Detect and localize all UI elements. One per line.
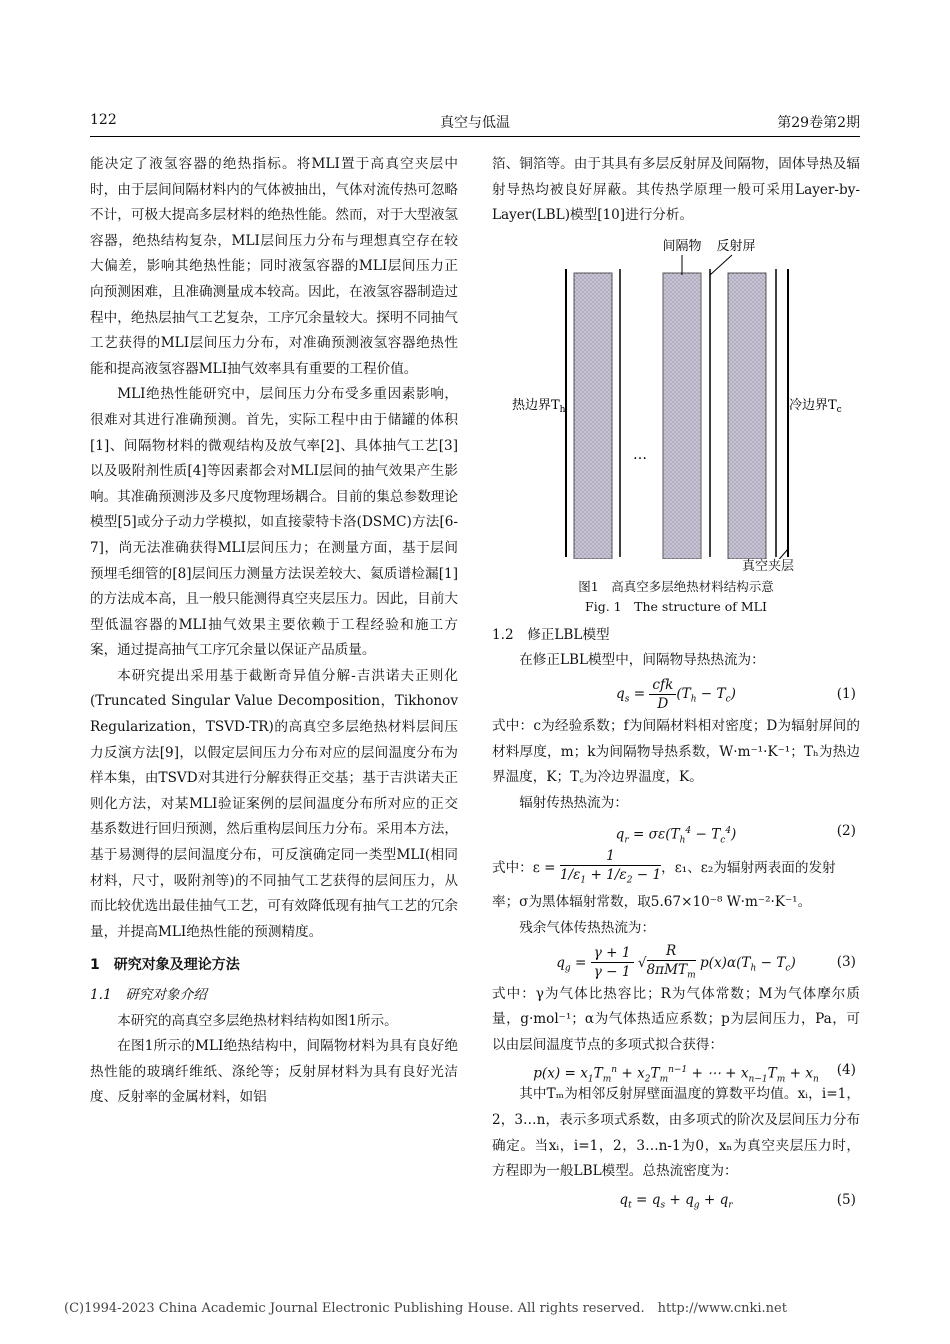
spacer-layer	[574, 273, 612, 559]
paragraph: 式中：ε = $\frac{1}{1/\varepsilon_1 + 1/\varepsilon_2 - 1}$ ，ε₁、ε₂为辐射两表面的发射	[492, 848, 836, 887]
header-rule	[90, 136, 860, 137]
paragraph: 本研究提出采用基于截断奇异值分解-吉洪诺夫正则化(Truncated Singular Value Decomposition，Tikhonov Regularization，TSVD-TR)的高真空多层绝热材料层间压力反演方法[9]，以假定层间压力分布对应的层间温度分布为样本集，由TSVD对其进行分解获得正交基；基于吉洪诺夫正则化方法，对某MLI验证案例的层间温度分布所对应的正交基系数进行回归预测，然后重构层间压力分布。采用本方法，基于易测得的层间温度分布，可反演确定同一类型MLI(相同材料，尺寸，吸附剂等)的不同抽气工艺获得的层间压力，从而比较优选出最佳抽气工艺，可有效降低现有抽气工艺的冗余量，并提高MLI绝热性能的预测精度。	[90, 667, 458, 940]
vacuum-label: 真空夹层	[742, 558, 795, 574]
right-column	[492, 152, 860, 1215]
equation-1: $q_s$ = $\frac{\text{cfk}}{D}$ $(T_h - T_c)$ (1)	[616, 676, 856, 712]
hot-boundary-label: 热边界$T_h$	[512, 397, 566, 415]
figure-caption-en: Fig. 1 The structure of MLI	[585, 598, 767, 614]
equation-3: $q_g$ = $\frac{\gamma + 1}{\gamma - 1}$ √ $\frac{R}{8\pi MT_m}$ $p(x)\alpha(T_h - T_c)$ (3)	[556, 942, 856, 981]
paragraph: MLI绝热性能研究中，层间压力分布受多重因素影响，很难对其进行准确预测。首先，实际工程中由于储罐的体积[1]、间隔物材料的微观结构及放气率[2]、具体抽气工艺[3]以及吸附剂性质[4]等因素都会对MLI层间的抽气效果产生影响。其准确预测涉及多尺度物理场耦合。目前的集总参数理论模型[5]或分子动力学模拟，如直接蒙特卡洛(DSMC)方法[6-7]，尚无法准确获得MLI层间压力；在测量方面，基于层间预埋毛细管的[8]层间压力测量方法误差较大、氦质谱检漏[1]的方法成本高，且一般只能测得真空夹层压力。因此，目前大型低温容器的MLI抽气效果主要依赖于工程经验和施工方案，通过提高抽气工序冗余量以保证产品质量。	[90, 386, 458, 659]
shield-label: 反射屏	[716, 238, 756, 254]
equation-5: $q_t = q_s + q_g + q_r$ (5)	[619, 1191, 856, 1211]
equation-2: $q_r = \sigma\varepsilon(T_h^4 - T_c^4)$ (2)	[615, 823, 856, 846]
spacer-label: 间隔物	[662, 238, 702, 254]
copyright-footer: (C)1994-2023 China Academic Journal Electronic Publishing House. All rights reserved. http://www.cnki.net	[64, 1301, 787, 1316]
paragraph: 残余气体传热热流为：	[519, 919, 656, 936]
ellipsis-label: …	[633, 446, 647, 463]
paragraph: 辐射传热热流为：	[519, 794, 628, 811]
paragraph: 式中：c为经验系数；f为间隔材料相对密度；D为辐射屏间的材料厚度，m；k为间隔物导热系数，W·m⁻¹·K⁻¹；Tₕ为热边界温度，K；T꜀为冷边界温度，K。	[492, 717, 860, 786]
equation-4: $p(x) = x_1T_m^n + x_2T_m^{n-1}$ + ⋯ + $x_{n-1}T_m + x_n$ (4)	[533, 1062, 856, 1085]
cold-boundary-label: 冷边界$T_c$	[789, 397, 842, 415]
vacuum-pointer	[776, 549, 788, 559]
shield-pointer	[710, 255, 732, 275]
paragraph: 箔、铜箔等。由于其具有多层反射屏及间隔物，固体导热及辐射导热均被良好屏蔽。其传热学原理一般可采用Layer-by-Layer(LBL)模型[10]进行分析。	[492, 156, 860, 224]
left-column	[90, 152, 458, 1111]
spacer-layer	[663, 273, 701, 559]
subsection-heading: 1.2 修正LBL模型	[492, 626, 610, 643]
subsection-heading: 1.1 研究对象介绍	[90, 987, 207, 1003]
figure-1	[492, 229, 860, 559]
page-number: 122	[90, 112, 117, 128]
paragraph: 能决定了液氢容器的绝热指标。将MLI置于高真空夹层中时，由于层间间隔材料内的气体被抽出，气体对流传热可忽略不计，可极大提高多层材料的绝热性能。然而，对于大型液氢容器，绝热结构复杂，MLI层间压力分布与理想真空存在较大偏差，影响其绝热性能；同时液氢容器的MLI层间压力正向预测困难，且准确测量成本较高。因此，在液氢容器制造过程中，绝热层抽气工艺复杂，工序冗余量较大。探明不同抽气工艺获得的MLI层间压力分布，对准确预测液氢容器绝热性能和提高液氢容器MLI抽气效率具有重要的工程价值。	[90, 156, 458, 377]
paragraph: 率；σ为黑体辐射常数，取5.67×10⁻⁸ W·m⁻²·K⁻¹。	[492, 894, 812, 911]
mli-structure-diagram	[492, 229, 860, 559]
figure-caption-cn: 图1 高真空多层绝热材料结构示意	[578, 578, 774, 594]
paragraph: 其中Tₘ为相邻反射屏壁面温度的算数平均值。xᵢ，i=1，2，3…n，表示多项式系数，由多项式的阶次及层间压力分布确定。当xᵢ，i=1，2，3…n-1为0，xₙ为真空夹层压力时，方程即为一般LBL模型。总热流密度为：	[492, 1086, 860, 1180]
section-heading: 1 研究对象及理论方法	[90, 957, 240, 974]
paragraph: 在图1所示的MLI绝热结构中，间隔物材料为具有良好绝热性能的玻璃纤维纸、涤纶等；反射屏材料为具有良好光洁度、反射率的金属材料，如铝	[90, 1038, 458, 1106]
spacer-layer	[728, 273, 766, 559]
paragraph: 在修正LBL模型中，间隔物导热热流为：	[519, 652, 765, 669]
journal-title: 真空与低温	[440, 115, 510, 131]
issue-label: 第29卷第2期	[777, 115, 860, 131]
paragraph: 本研究的高真空多层绝热材料结构如图1所示。	[117, 1012, 398, 1029]
paragraph: 式中：γ为气体比热容比；R为气体常数；M为气体摩尔质量，g·mol⁻¹；α为气体热适应系数；p为层间压力，Pa，可以由层间温度节点的多项式拟合获得：	[492, 985, 860, 1053]
